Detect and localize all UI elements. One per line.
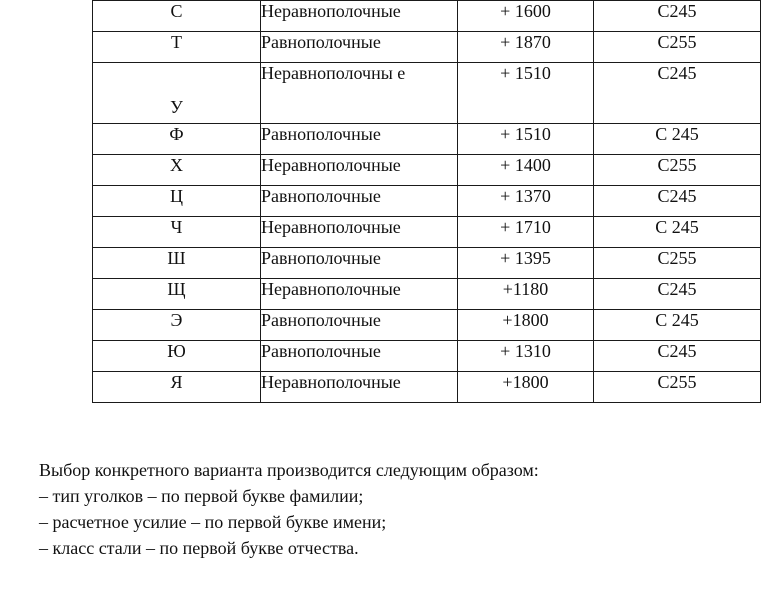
angle-type-cell: Равнополочные <box>261 310 458 341</box>
force-cell: + 1870 <box>458 32 594 63</box>
table-row <box>93 310 761 341</box>
steel-class-cell: С255 <box>594 155 761 186</box>
letter-cell: Ц <box>93 186 261 217</box>
instruction-design-force: – расчетное усилие – по первой букве имени; <box>39 512 387 532</box>
steel-class-cell: С245 <box>594 341 761 372</box>
force-cell: +1800 <box>458 310 594 341</box>
letter-cell: Х <box>93 155 261 186</box>
steel-class-cell: С 245 <box>594 310 761 341</box>
force-cell: + 1400 <box>458 155 594 186</box>
letter-cell: У <box>93 63 261 124</box>
angle-type-cell: Равнополочные <box>261 124 458 155</box>
angle-type-cell <box>261 63 458 124</box>
letter-cell: Ю <box>93 341 261 372</box>
steel-class-cell: С255 <box>594 32 761 63</box>
letter-cell: Э <box>93 310 261 341</box>
selection-instructions <box>39 457 539 561</box>
steel-class-cell: С 245 <box>594 217 761 248</box>
steel-class-cell: С255 <box>594 248 761 279</box>
force-cell: +1800 <box>458 372 594 403</box>
letter-cell: Ч <box>93 217 261 248</box>
table-row <box>93 186 761 217</box>
variants-table <box>92 0 761 403</box>
angle-type-cell: Неравнополочные <box>261 155 458 186</box>
force-cell: + 1710 <box>458 217 594 248</box>
force-cell: + 1600 <box>458 1 594 32</box>
letter-cell: Щ <box>93 279 261 310</box>
force-cell: +1180 <box>458 279 594 310</box>
force-cell: + 1395 <box>458 248 594 279</box>
steel-class-cell: С245 <box>594 186 761 217</box>
letter-cell: Ш <box>93 248 261 279</box>
table-row <box>93 217 761 248</box>
angle-type-cell: Неравнополочные <box>261 1 458 32</box>
steel-class-cell: С245 <box>594 63 761 124</box>
table-row <box>93 248 761 279</box>
letter-cell: Я <box>93 372 261 403</box>
angle-type-cell: Неравнополочные <box>261 372 458 403</box>
instruction-steel-class: – класс стали – по первой букве отчества. <box>39 538 359 558</box>
force-cell: + 1510 <box>458 63 594 124</box>
angle-type-text: Неравнополочны е <box>261 63 406 83</box>
table-row <box>93 155 761 186</box>
steel-class-cell: С 245 <box>594 124 761 155</box>
table-row <box>93 372 761 403</box>
table-row <box>93 279 761 310</box>
instruction-angle-type: – тип уголков – по первой букве фамилии; <box>39 486 364 506</box>
letter-cell: Т <box>93 32 261 63</box>
angle-type-cell: Равнополочные <box>261 186 458 217</box>
letter-cell: Ф <box>93 124 261 155</box>
steel-class-cell: С245 <box>594 1 761 32</box>
table-row <box>93 124 761 155</box>
table-row <box>93 341 761 372</box>
table-row <box>93 63 761 124</box>
steel-class-cell: С255 <box>594 372 761 403</box>
variants-table-container <box>92 0 761 403</box>
angle-type-cell: Равнополочные <box>261 32 458 63</box>
table-row <box>93 1 761 32</box>
angle-type-cell: Равнополочные <box>261 341 458 372</box>
force-cell: + 1510 <box>458 124 594 155</box>
angle-type-cell: Равнополочные <box>261 248 458 279</box>
force-cell: + 1370 <box>458 186 594 217</box>
letter-cell: С <box>93 1 261 32</box>
angle-type-cell: Неравнополочные <box>261 217 458 248</box>
angle-type-cell: Неравнополочные <box>261 279 458 310</box>
steel-class-cell: С245 <box>594 279 761 310</box>
instructions-intro: Выбор конкретного варианта производится следующим образом: <box>39 460 539 480</box>
force-cell: + 1310 <box>458 341 594 372</box>
table-row <box>93 32 761 63</box>
